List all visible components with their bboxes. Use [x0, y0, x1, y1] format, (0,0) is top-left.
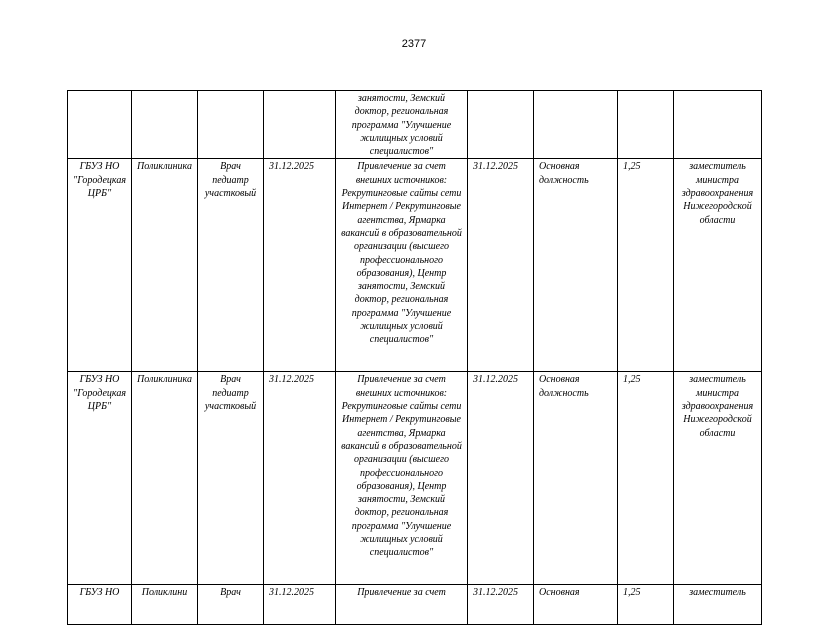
cell-responsible: заместитель министра здравоохранения Нижегородской области: [674, 372, 762, 585]
cell-deadline: 31.12.2025: [264, 585, 336, 625]
cell-employment-type: [534, 91, 618, 159]
cell-date: 31.12.2025: [468, 372, 534, 585]
cell-responsible: заместитель: [674, 585, 762, 625]
cell-deadline: [264, 91, 336, 159]
cell-date: 31.12.2025: [468, 159, 534, 372]
table-row-continuation: [68, 91, 762, 159]
cell-organization: ГБУЗ НО "Городецкая ЦРБ": [68, 159, 132, 372]
cell-employment-type: Основная должность: [534, 372, 618, 585]
cell-measures: Привлечение за счет внешних источников: Рекрутинговые сайты сети Интернет / Рекрутинговые агентства, Ярмарка вакансий в образовательной организации (высшего профессионального образования), Центр занятости, Земский доктор, региональная программа "Улучшение жилищных условий специалистов": [336, 159, 468, 372]
cell-measures: Привлечение за счет: [336, 585, 468, 625]
table-row: [68, 159, 762, 372]
cell-deadline: 31.12.2025: [264, 159, 336, 372]
cell-responsible: [674, 91, 762, 159]
cell-employment-type: Основная должность: [534, 159, 618, 372]
cell-rate: 1,25: [618, 585, 674, 625]
cell-subdivision: Поликлиника: [132, 159, 198, 372]
page-number: 2377: [401, 38, 427, 50]
cell-rate: [618, 91, 674, 159]
cell-rate: 1,25: [618, 159, 674, 372]
cell-subdivision: Поликлини: [132, 585, 198, 625]
cell-organization: [68, 91, 132, 159]
cell-responsible: заместитель министра здравоохранения Нижегородской области: [674, 159, 762, 372]
staffing-plan-table: [67, 90, 762, 625]
cell-organization: ГБУЗ НО "Городецкая ЦРБ": [68, 372, 132, 585]
cell-subdivision: [132, 91, 198, 159]
table-row-partial: [68, 585, 762, 625]
cell-date: 31.12.2025: [468, 585, 534, 625]
cell-organization: ГБУЗ НО: [68, 585, 132, 625]
table-row: [68, 372, 762, 585]
cell-position: Врач педиатр участковый: [198, 159, 264, 372]
cell-subdivision: Поликлиника: [132, 372, 198, 585]
cell-measures: занятости, Земский доктор, региональная программа "Улучшение жилищных условий специалистов": [336, 91, 468, 159]
cell-position: [198, 91, 264, 159]
cell-date: [468, 91, 534, 159]
cell-employment-type: Основная: [534, 585, 618, 625]
cell-position: Врач: [198, 585, 264, 625]
cell-rate: 1,25: [618, 372, 674, 585]
cell-position: Врач педиатр участковый: [198, 372, 264, 585]
cell-measures: Привлечение за счет внешних источников: Рекрутинговые сайты сети Интернет / Рекрутинговые агентства, Ярмарка вакансий в образовательной организации (высшего профессионального образования), Центр занятости, Земский доктор, региональная программа "Улучшение жилищных условий специалистов": [336, 372, 468, 585]
cell-deadline: 31.12.2025: [264, 372, 336, 585]
